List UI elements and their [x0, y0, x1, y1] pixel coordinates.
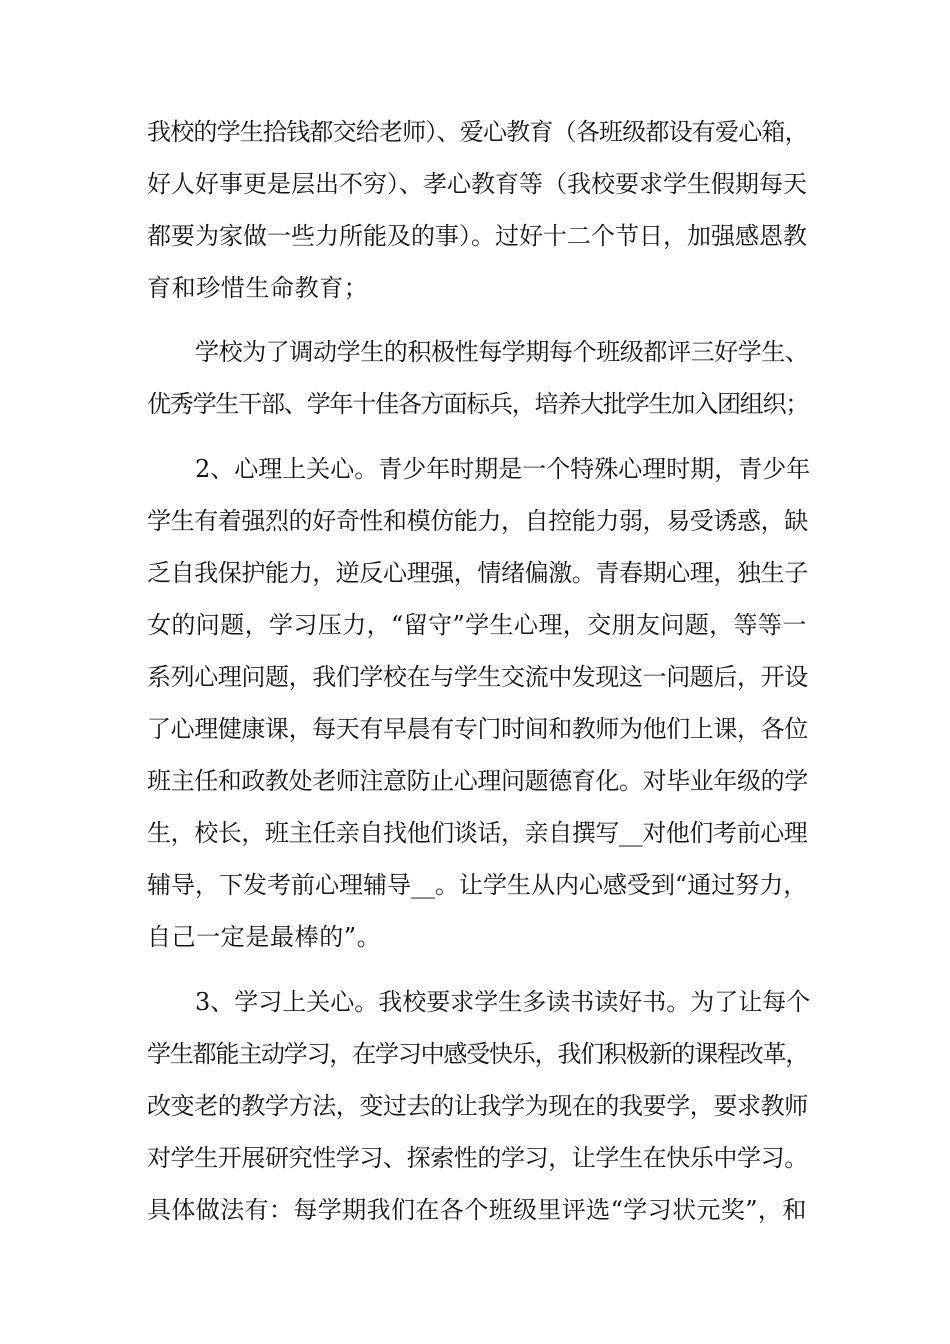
text-line: 班主任和政教处老师注意防止心理问题德育化。对毕业年级的学 — [147, 767, 808, 795]
text-line: 我校的学生拾钱都交给老师）、爱心教育（各班级都设有爱心箱， — [147, 118, 808, 146]
text-line: 系列心理问题，我们学校在与学生交流中发现这一问题后，开设 — [147, 663, 808, 691]
text-line: 对学生开展研究性学习、探索性的学习，让学生在快乐中学习。 — [147, 1144, 808, 1172]
text-line: 乏自我保护能力，逆反心理强，情绪偏激。青春期心理，独生子 — [147, 559, 808, 587]
text-line: 生，校长，班主任亲自找他们谈话，亲自撰写__对他们考前心理 — [147, 819, 808, 847]
text-line: 3、学习上关心。我校要求学生多读书读好书。为了让每个 — [195, 988, 811, 1016]
text-line: 好人好事更是层出不穷）、孝心教育等（我校要求学生假期每天 — [147, 170, 807, 198]
text-line: 辅导，下发考前心理辅导__。让学生从内心感受到“通过努力， — [147, 871, 808, 899]
text-line: 育和珍惜生命教育； — [147, 274, 369, 302]
text-line: 自己一定是最棒的”。 — [147, 923, 382, 951]
text-line: 优秀学生干部、学年十佳各方面标兵，培养大批学生加入团组织； — [147, 390, 809, 418]
text-line: 改变老的教学方法，变过去的让我学为现在的我要学，要求教师 — [147, 1092, 808, 1120]
text-line: 了心理健康课，每天有早晨有专门时间和教师为他们上课，各位 — [147, 715, 808, 743]
text-line: 都要为家做一些力所能及的事）。过好十二个节日，加强感恩教 — [147, 222, 807, 250]
text-line: 女的问题，学习压力，“留守”学生心理，交朋友问题，等等一 — [147, 611, 807, 639]
text-line: 学生有着强烈的好奇性和模仿能力，自控能力弱，易受诱惑，缺 — [147, 507, 808, 535]
text-line: 2、心理上关心。青少年时期是一个特殊心理时期，青少年 — [195, 455, 811, 483]
text-line: 学校为了调动学生的积极性每学期每个班级都评三好学生、 — [195, 338, 809, 366]
text-line: 具体做法有：每学期我们在各个班级里评选“学习状元奖”，和 — [147, 1196, 807, 1224]
text-line: 学生都能主动学习，在学习中感受快乐，我们积极新的课程改革， — [147, 1040, 809, 1068]
